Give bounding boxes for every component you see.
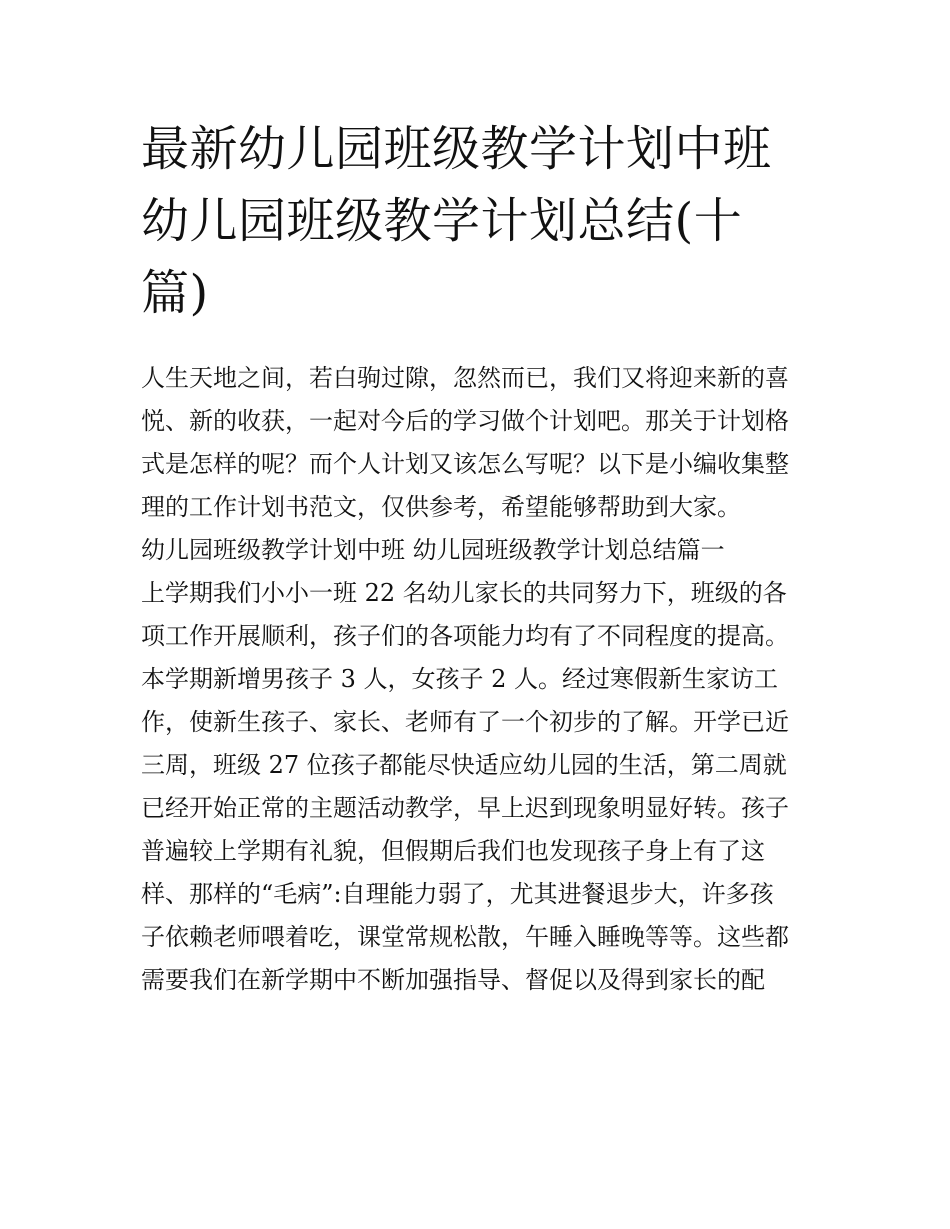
title-line: 篇) [141,265,209,321]
document-body [141,357,821,1002]
title-line: 最新幼儿园班级教学计划中班 [141,121,772,177]
body-line: 样、那样的“毛病”:自理能力弱了，尤其进餐退步大，许多孩 [141,880,774,908]
body-line: 已经开始正常的主题活动教学，早上迟到现象明显好转。孩子 [141,794,789,822]
body-line: 普遍较上学期有礼貌，但假期后我们也发现孩子身上有了这 [141,837,765,865]
body-line: 上学期我们小小一班 22 名幼儿家长的共同努力下，班级的各 [141,579,787,607]
section-heading: 幼儿园班级教学计划中班 幼儿园班级教学计划总结篇一 [141,536,725,564]
body-line: 三周，班级 27 位孩子都能尽快适应幼儿园的生活，第二周就 [141,751,787,779]
title-line: 幼儿园班级教学计划总结(十 [141,193,743,249]
body-line: 子依赖老师喂着吃，课堂常规松散，午睡入睡晚等等。这些都 [141,923,789,951]
body-line: 项工作开展顺利，孩子们的各项能力均有了不同程度的提高。 [141,622,789,650]
document-title [141,113,801,329]
body-line: 本学期新增男孩子 3 人，女孩子 2 人。经过寒假新生家访工 [141,665,779,693]
body-line: 理的工作计划书范文，仅供参考，希望能够帮助到大家。 [141,493,741,521]
body-line: 悦、新的收获，一起对今后的学习做个计划吧。那关于计划格 [141,407,789,435]
body-line: 作，使新生孩子、家长、老师有了一个初步的了解。开学已近 [141,708,789,736]
body-line: 人生天地之间，若白驹过隙，忽然而已，我们又将迎来新的喜 [141,364,789,392]
body-line: 需要我们在新学期中不断加强指导、督促以及得到家长的配 [141,966,765,994]
body-line: 式是怎样的呢？而个人计划又该怎么写呢？以下是小编收集整 [141,450,789,478]
